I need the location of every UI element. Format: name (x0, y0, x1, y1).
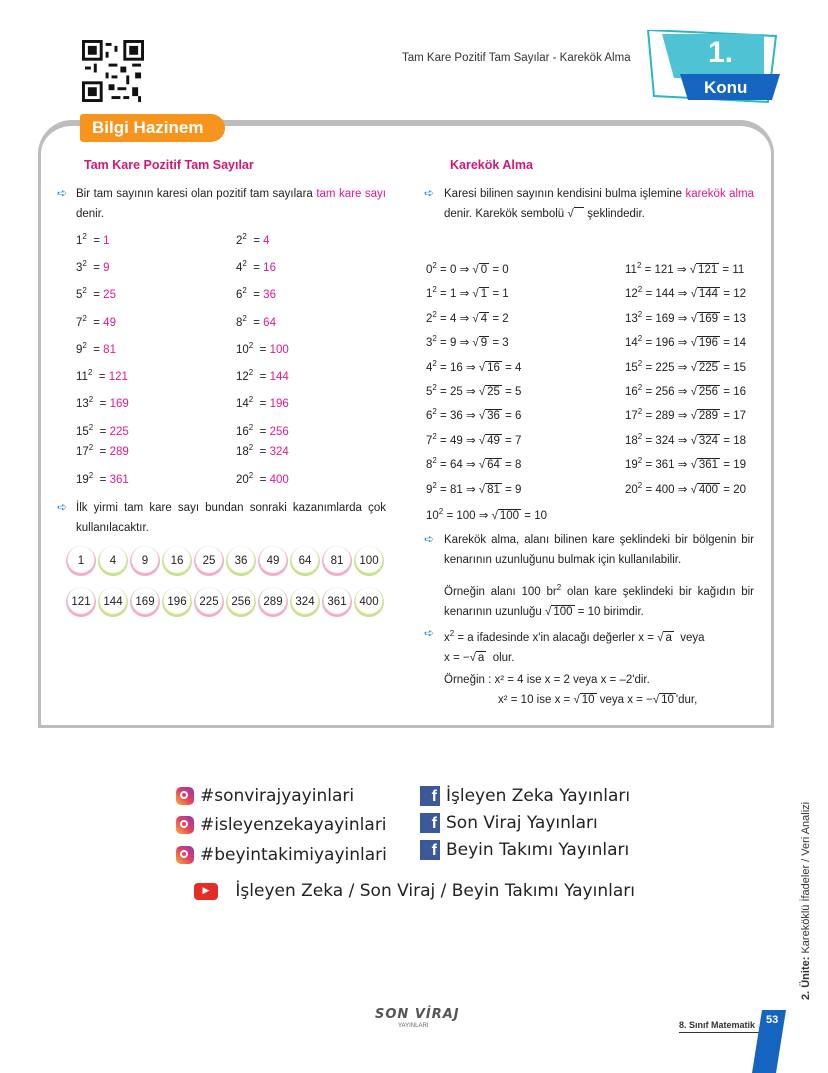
square-item: $15^2 = 225$ (76, 423, 129, 438)
square-bubble: 4 (98, 546, 128, 576)
arrow-icon: ➪ (424, 186, 435, 200)
instagram-link-2[interactable]: #isleyenzekayayinlari (176, 815, 387, 835)
facebook-link-3[interactable]: f Beyin Takımı Yayınları (420, 840, 629, 860)
instagram-icon (176, 787, 194, 805)
square-item: $18^2 = 324$ (236, 443, 289, 458)
square-item: $11^2 = 121$ (76, 368, 128, 383)
instagram-link-1[interactable]: #sonvirajyayinlari (176, 786, 354, 806)
right-section-title: Karekök Alma (450, 158, 533, 172)
root-item: $16^2 = 256$ ⇒ √ 256 = 16 (625, 383, 746, 398)
facebook-icon: f (420, 813, 440, 833)
konu-label: Konu (704, 78, 748, 97)
example-2-line-1: Örneğin : x² = 4 ise x = 2 veya x = –2'dir. (444, 674, 650, 686)
square-item: $19^2 = 361$ (76, 471, 129, 486)
root-item: $10^2 = 100$ ⇒ √ 100 = 10 (426, 507, 547, 522)
radical-symbol-icon: √ (567, 207, 584, 220)
square-bubble: 25 (194, 546, 224, 576)
facebook-icon: f (420, 786, 440, 806)
square-bubble: 256 (226, 587, 256, 617)
square-item: $1^2 = 1$ (76, 232, 110, 247)
root-item: $13^2 = 169$ ⇒ √ 169 = 13 (625, 309, 746, 325)
bubble-row-2 (66, 587, 384, 617)
square-bubble: 81 (322, 546, 352, 576)
square-item: $5^2 = 25$ (76, 286, 116, 301)
instagram-icon (176, 816, 194, 834)
square-bubble: 144 (98, 587, 128, 617)
youtube-link[interactable]: ▶ İşleyen Zeka / Son Viraj / Beyin Takımı Yayınları (194, 881, 635, 901)
instagram-link-3[interactable]: #beyintakimiyayinlari (176, 845, 387, 865)
arrow-icon: ➪ (424, 626, 435, 640)
divider (679, 1032, 759, 1033)
root-item: $4^2 = 16$ ⇒ √ 16 = 4 (426, 358, 522, 374)
example-2-line-2: x² = 10 ise x = √ 10 veya x = −√ 10 'dur, (498, 694, 698, 706)
root-item: $15^2 = 225$ ⇒ √ 225 = 15 (625, 358, 746, 374)
box-title: Bilgi Hazinem (80, 114, 225, 142)
root-item: $0^2 = 0$ ⇒ √ 0 = 0 (426, 261, 509, 276)
square-bubble: 324 (290, 587, 320, 617)
root-item: $3^2 = 9$ ⇒ √ 9 = 3 (426, 334, 509, 350)
square-item: $2^2 = 4$ (236, 232, 270, 247)
square-bubble: 9 (130, 546, 160, 576)
qr-code (82, 40, 144, 102)
square-item: $13^2 = 169$ (76, 395, 129, 410)
arrow-icon: ➪ (424, 532, 435, 546)
square-bubble: 289 (258, 587, 288, 617)
class-label: 8. Sınıf Matematik (679, 1020, 756, 1030)
root-item: $2^2 = 4$ ⇒ √ 4 = 2 (426, 309, 509, 325)
square-bubble: 36 (226, 546, 256, 576)
bubble-row-1 (66, 546, 384, 576)
square-bubble: 16 (162, 546, 192, 576)
left-note: İlk yirmi tam kare sayı bundan sonraki kazanımlarda çok kullanılacaktır. (76, 502, 386, 534)
arrow-icon: ➪ (57, 186, 68, 200)
facebook-link-2[interactable]: f Son Viraj Yayınları (420, 813, 598, 833)
facebook-icon: f (420, 840, 440, 860)
square-bubble: 169 (130, 587, 160, 617)
root-item: $14^2 = 196$ ⇒ √ 196 = 14 (625, 334, 746, 350)
root-item: $19^2 = 361$ ⇒ √ 361 = 19 (625, 456, 746, 472)
arrow-icon: ➪ (57, 500, 68, 514)
square-item: $8^2 = 64$ (236, 314, 276, 329)
side-unit-title: 2. Ünite: Kareköklü İfadeler / Veri Analizi (800, 801, 812, 1000)
youtube-icon: ▶ (194, 883, 218, 900)
square-item: $17^2 = 289$ (76, 443, 129, 458)
instagram-icon (176, 846, 194, 864)
square-bubble: 49 (258, 546, 288, 576)
square-bubble: 400 (354, 587, 384, 617)
left-intro: Bir tam sayının karesi olan pozitif tam sayılara tam kare sayı denir. (76, 188, 386, 220)
root-item: $8^2 = 64$ ⇒ √ 64 = 8 (426, 456, 522, 472)
root-item: $9^2 = 81$ ⇒ √ 81 = 9 (426, 480, 522, 496)
right-intro: Karesi bilinen sayının kendisini bulma işlemine karekök alma denir. Karekök sembolü √ şeklindedir. (444, 188, 755, 220)
root-item: $12^2 = 144$ ⇒ √ 144 = 12 (625, 285, 746, 301)
root-item: $1^2 = 1$ ⇒ √ 1 = 1 (426, 285, 509, 301)
page-number: 53 (766, 1014, 779, 1026)
square-item: $4^2 = 16$ (236, 259, 276, 274)
facebook-link-1[interactable]: f İşleyen Zeka Yayınları (420, 786, 630, 806)
publisher-logo-sub: YAYINLARI (398, 1023, 429, 1029)
square-bubble: 1 (66, 546, 96, 576)
square-bubble: 196 (162, 587, 192, 617)
square-bubble: 121 (66, 587, 96, 617)
root-item: $18^2 = 324$ ⇒ √ 324 = 18 (625, 431, 746, 447)
square-item: $7^2 = 49$ (76, 314, 116, 329)
square-bubble: 361 (322, 587, 352, 617)
square-item: $20^2 = 400$ (236, 471, 289, 486)
square-bubble: 64 (290, 546, 320, 576)
root-item: $11^2 = 121$ ⇒ √ 121 = 11 (625, 261, 745, 276)
left-section-title: Tam Kare Pozitif Tam Sayılar (84, 158, 254, 172)
square-item: $10^2 = 100$ (236, 341, 289, 356)
example-1: Örneğin alanı 100 $br^2$ olan kare şeklindeki bir kağıdın bir kenarının uzunluğu √ 100 = 10 birimdir. (444, 583, 754, 618)
square-item: $6^2 = 36$ (236, 286, 276, 301)
konu-number: 1. (708, 36, 734, 69)
square-item: $12^2 = 144$ (236, 368, 289, 383)
usage-text: Karekök alma, alanı bilinen kare şeklindeki bir bölgenin bir kenarının uzunluğunu bulmak için kullanılabilir. (444, 534, 754, 566)
root-item: $5^2 = 25$ ⇒ √ 25 = 5 (426, 383, 522, 398)
square-item: $16^2 = 256$ (236, 423, 289, 438)
square-item: $9^2 = 81$ (76, 341, 116, 356)
square-item: $14^2 = 196$ (236, 395, 289, 410)
root-item: $20^2 = 400$ ⇒ √ 400 = 20 (625, 480, 746, 496)
root-item: $17^2 = 289$ ⇒ √ 289 = 17 (625, 407, 746, 423)
square-bubble: 225 (194, 587, 224, 617)
root-item: $7^2 = 49$ ⇒ √ 49 = 7 (426, 431, 522, 447)
topic-title: Tam Kare Pozitif Tam Sayılar - Karekök Alma (402, 52, 631, 64)
publisher-logo: SON VİRAJ (375, 1007, 460, 1022)
root-item: $6^2 = 36$ ⇒ √ 36 = 6 (426, 407, 522, 423)
rule-text: $x^2 = a$ ifadesinde x'in alacağı değerler x = √ a veya x = −√ a olur. (444, 629, 705, 664)
square-bubble: 100 (354, 546, 384, 576)
square-item: $3^2 = 9$ (76, 259, 110, 274)
